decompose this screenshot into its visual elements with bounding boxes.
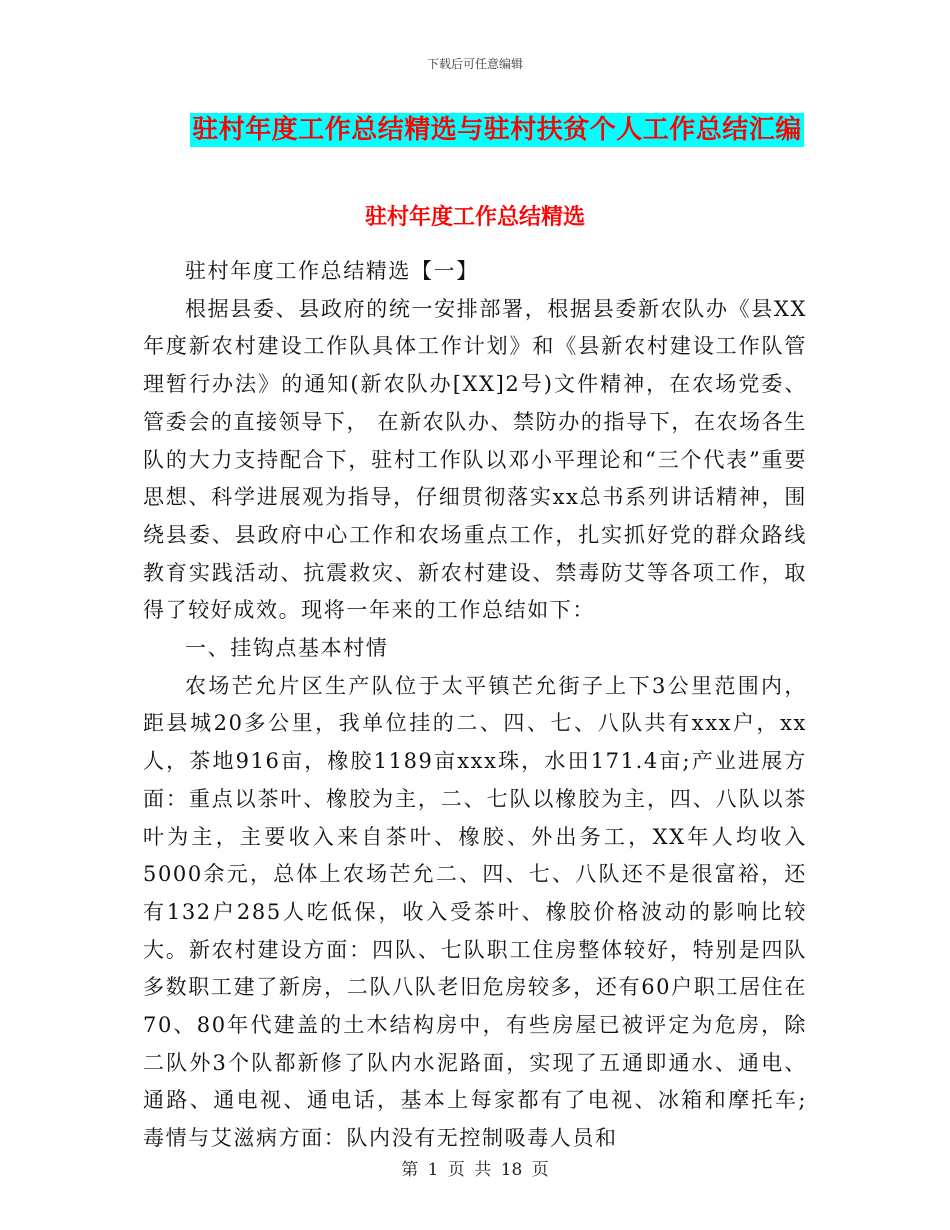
paragraph-section-heading: 一、挂钩点基本村情 bbox=[185, 636, 389, 661]
document-body bbox=[143, 253, 807, 1158]
paragraph-village-overview: 农场芒允片区生产队位于太平镇芒允街子上下3公里范围内，距县城20多公里，我单位挂的二、四、七、八队共有xxx户，xx人，茶地916亩，橡胶1189亩xxx珠，水田171.4亩;产业进展方面：重点以茶叶、橡胶为主，二、七队以橡胶为主，四、八队以茶叶为主，主要收入来自茶叶、橡胶、外出务工，XX年人均收入5000余元，总体上农场芒允二、四、七、八队还不是很富裕，还有132户285人吃低保，收入受茶叶、橡胶价格波动的影响比较大。新农村建设方面：四队、七队职工住房整体较好，特别是四队多数职工建了新房，二队八队老旧危房较多，还有60户职工居住在70、80年代建盖的土木结构房中，有些房屋已被评定为危房，除二队外3个队都新修了队内水泥路面，实现了五通即通水、通电、通路、通电视、通电话，基本上每家都有了电视、冰箱和摩托车;毒情与艾滋病方面：队内没有无控制吸毒人员和 bbox=[143, 673, 807, 1151]
page-number-footer: 第 1 页 共 18 页 bbox=[401, 1160, 549, 1180]
document-section-title: 驻村年度工作总结精选 bbox=[364, 204, 585, 230]
document-main-title: 驻村年度工作总结精选与驻村扶贫个人工作总结汇编 bbox=[192, 115, 802, 145]
main-title-container bbox=[0, 113, 950, 147]
paragraph-intro: 根据县委、县政府的统一安排部署，根据县委新农队办《县XX年度新农村建设工作队具体工作计划》和《县新农村建设工作队管理暂行办法》的通知(新农队办[XX]2号)文件精神，在农场党委、管委会的直接领导下， 在新农队办、禁防办的指导下，在农场各生队的大力支持配合下，驻村工作队以邓小平理论和“三个代表”重要思想、科学进展观为指导，仔细贯彻落实xx总书系列讲话精神，围绕县委、县政府中心工作和农场重点工作，扎实抓好党的群众路线教育实践活动、抗震救灾、新农村建设、禁毒防艾等各项工作，取得了较好成效。现将一年来的工作总结如下： bbox=[143, 296, 807, 623]
paragraph-subheading-1: 驻村年度工作总结精选【一】 bbox=[185, 259, 479, 283]
page-header-note: 下载后可任意编辑 bbox=[426, 57, 523, 71]
